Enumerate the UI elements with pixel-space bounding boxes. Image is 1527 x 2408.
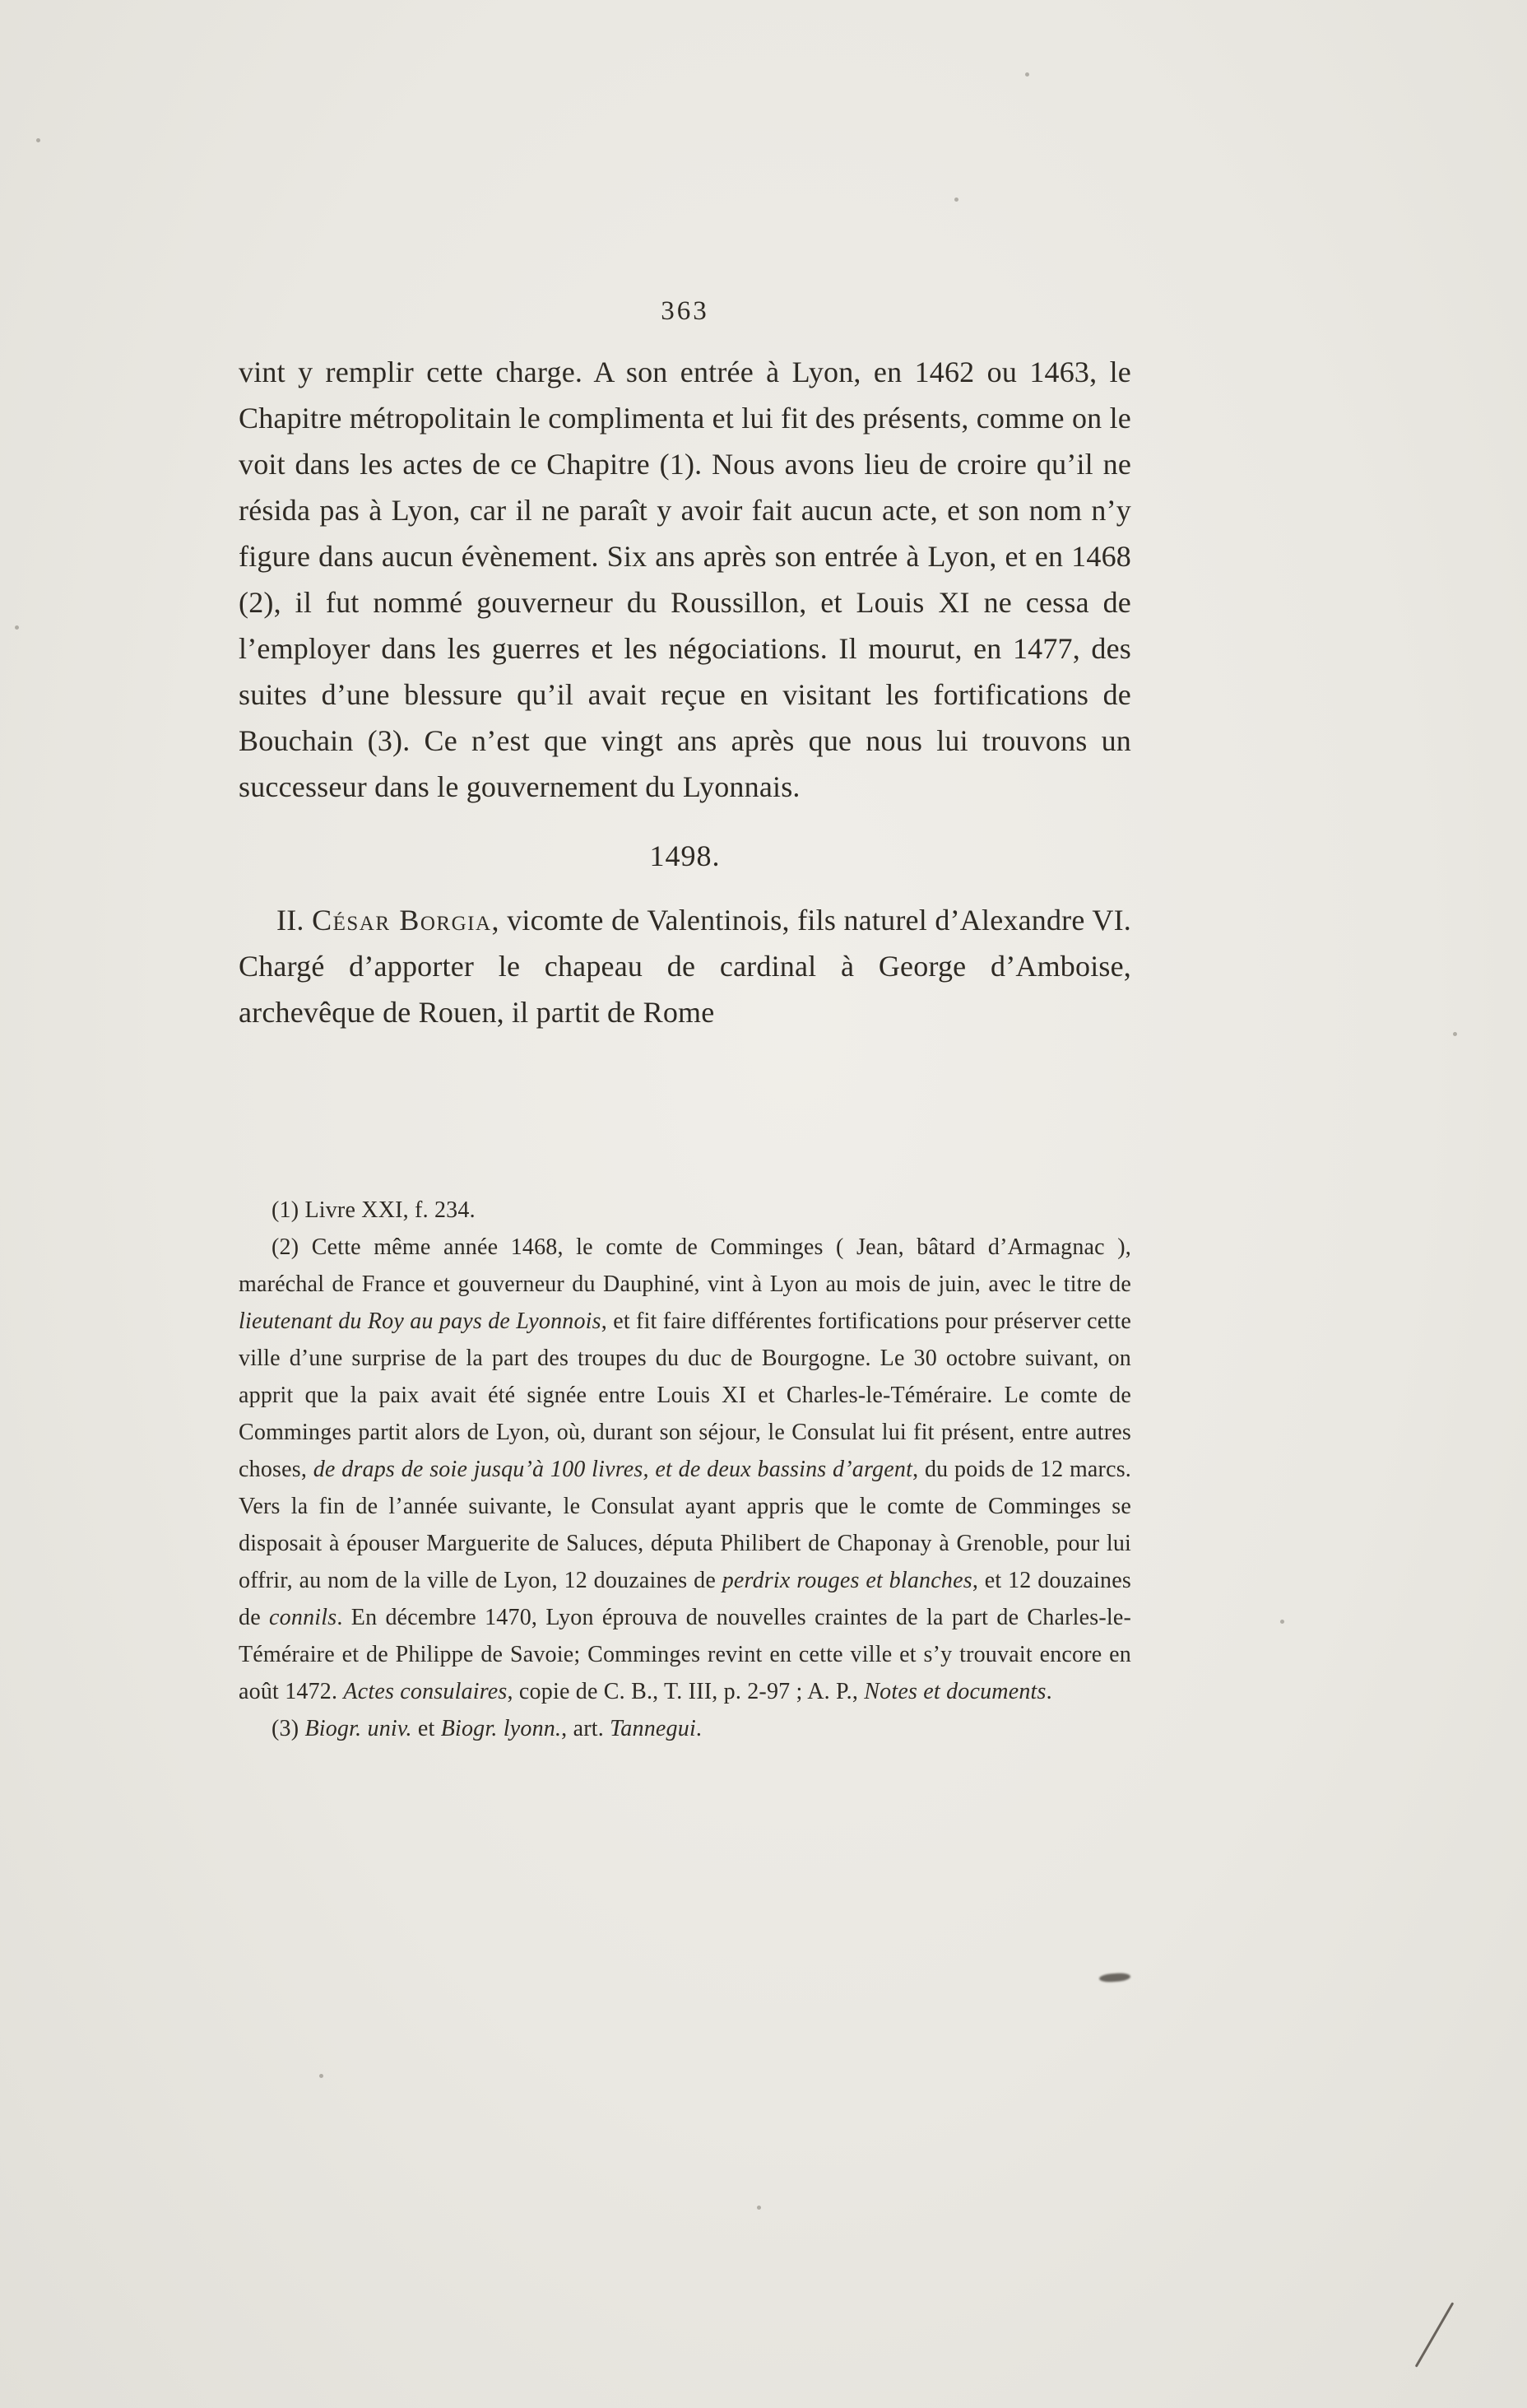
opening-paragraph: vint y remplir cette charge. A son entrée à Lyon, en 1462 ou 1463, le Chapitre métropolitain le complimenta et lui fit des présents, comme on le voit dans les actes de ce Chapitre (1). Nous avons lieu de croire qu’il ne résida pas à Lyon, car il ne paraît y avoir fait aucun acte, et son nom n’y figure dans aucun évènement. Six ans après son entrée à Lyon, et en 1468 (2), il fut nommé gouverneur du Roussillon, et Louis XI ne cessa de l’employer dans les guerres et les négociations. Il mourut, en 1477, des suites d’une blessure qu’il avait reçue en visitant les fortifications de Bouchain (3). Ce n’est que vingt ans après que nous lui trouvons un successeur dans le gouvernement du Lyonnais. xyxy=(239,356,1131,803)
page-number: 363 xyxy=(661,296,709,326)
pen-stroke-artifact xyxy=(1415,2302,1455,2367)
scan-speck xyxy=(1453,1032,1457,1036)
main-text-block xyxy=(239,349,1131,1035)
scan-speck xyxy=(954,198,958,202)
scan-speck xyxy=(1025,72,1029,77)
scan-speck xyxy=(15,625,19,630)
borgia-paragraph: II. César Borgia, vicomte de Valentinois, fils naturel d’Alexandre VI. Chargé d’apporter le chapeau de cardinal à George d’Amboise, archevêque de Rouen, il partit de Rome xyxy=(239,904,1131,1029)
scan-speck xyxy=(1280,1620,1284,1624)
footnote-1: (1) Livre XXI, f. 234. xyxy=(272,1197,476,1223)
footnote-2: (2) Cette même année 1468, le comte de Comminges ( Jean, bâtard d’Armagnac ), maréchal de France et gouverneur du Dauphiné, vint à Lyon au mois de juin, avec le titre de lieutenant du Roy au pays de Lyonnois, et fit faire différentes fortifications pour préserver cette ville d’une surprise de la part des troupes du duc de Bourgogne. Le 30 octobre suivant, on apprit que la paix avait été signée entre Louis XI et Charles-le-Téméraire. Le comte de Comminges partit alors de Lyon, où, durant son séjour, le Consulat lui fit présent, entre autres choses, de draps de soie jusqu’à 100 livres, et de deux bassins d’argent, du poids de 12 marcs. Vers la fin de l’année suivante, le Consulat ayant appris que le comte de Comminges se disposait à épouser Marguerite de Saluces, députa Philibert de Chaponay à Grenoble, pour lui offrir, au nom de la ville de Lyon, 12 douzaines de perdrix rouges et blanches, et 12 douzaines de connils. En décembre 1470, Lyon éprouva de nouvelles craintes de la part de Charles-le-Téméraire et de Philippe de Savoie; Comminges revint en cette ville et s’y trouvait encore en août 1472. Actes consulaires, copie de C. B., T. III, p. 2-97 ; A. P., Notes et documents. xyxy=(239,1234,1132,1704)
section-heading-year: 1498. xyxy=(649,839,721,872)
scan-speck xyxy=(319,2074,323,2078)
ink-smudge-artifact xyxy=(1099,1973,1131,1983)
footnotes-block xyxy=(239,1192,1131,1747)
footnote-3: (3) Biogr. univ. et Biogr. lyonn., art. Tannegui. xyxy=(272,1716,703,1741)
scan-speck xyxy=(757,2206,761,2210)
scan-speck xyxy=(36,138,40,142)
